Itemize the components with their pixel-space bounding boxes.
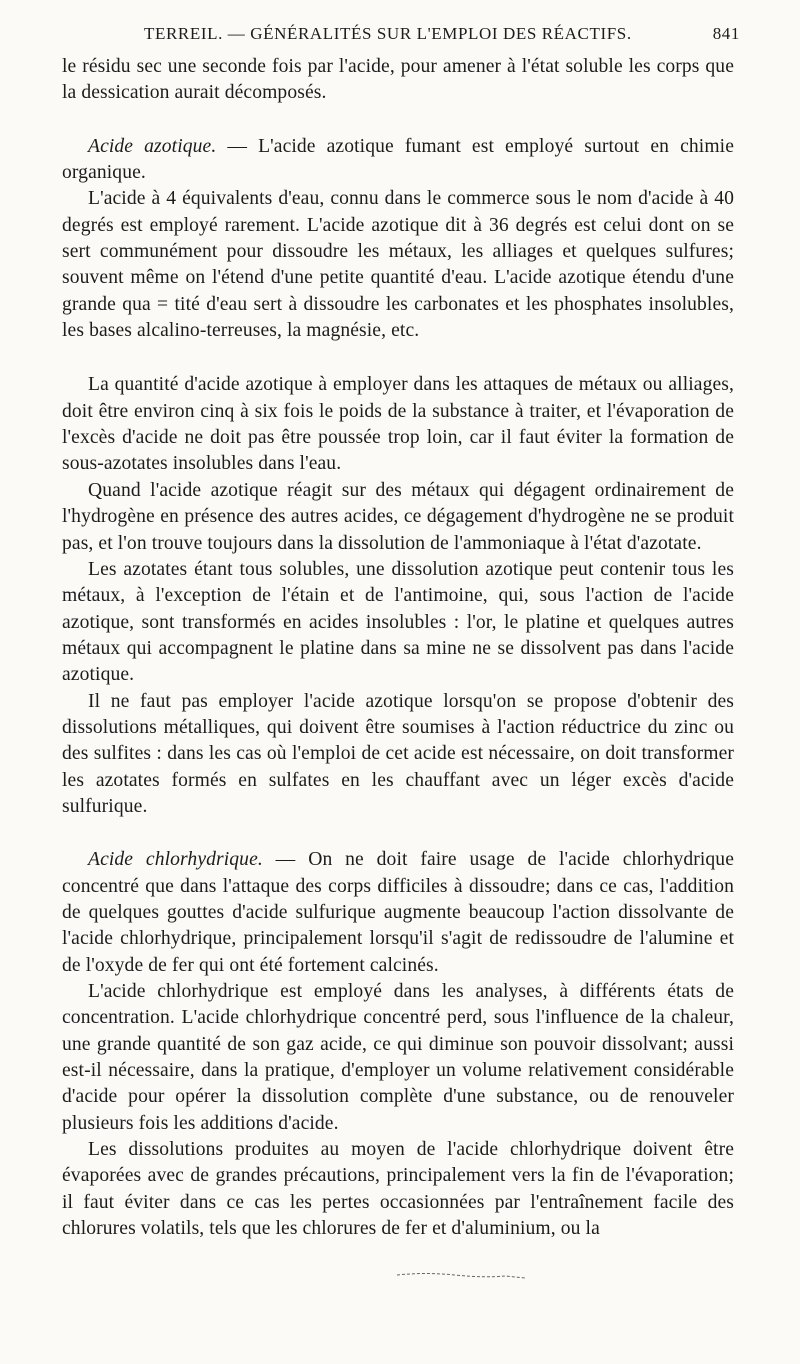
section-text-azotique: — L'acide azotique fumant est employé surtout en chimie organique.	[62, 135, 735, 184]
section-heading-chlorhydrique: Acide chlorhydrique.	[88, 849, 263, 871]
section-text-chlorhydrique: — On ne doit faire usage de l'acide chlorhydrique concentré que dans l'attaque des corps difficiles à dissoudre; dans ce cas, l'addition de quelques gouttes d'acide sulfurique augmente beaucoup l'action dissolvante de l'acide chlorhydrique, principalement lorsqu'il s'agit de redissoudre de l'alumine et de l'oxyde de fer qui ont été fortement calcinés.	[62, 849, 734, 976]
paragraph: Quand l'acide azotique réagit sur des métaux qui dégagent ordinairement de l'hydrogène en présence des autres acides, ce dégagement d'hydrogène ne se produit pas, et l'on trouve toujours dans la dissolution de l'ammoniaque à l'état d'azotate.	[62, 479, 734, 554]
paragraph-continuation: le résidu sec une seconde fois par l'acide, pour amener à l'état soluble les corps que la dessication aurait décomposés.	[62, 56, 734, 104]
print-mark-decoration	[395, 1270, 530, 1280]
paragraph: Il ne faut pas employer l'acide azotique lorsqu'on se propose d'obtenir des dissolutions métalliques, qui doivent être soumises à l'action réductrice du zinc ou des sulfites : dans les cas où l'emploi de cet acide est nécessaire, on doit transformer les azotates formés en sulfates en les chauffant avec un léger excès d'acide sulfurique.	[62, 690, 734, 817]
section-acide-azotique	[62, 134, 734, 187]
paragraph: L'acide chlorhydrique est employé dans les analyses, à différents états de concentration. L'acide chlorhydrique concentré perd, sous l'influence de la chaleur, une grande quantité de son gaz acide, ce qui diminue son pouvoir dissolvant; aussi est-il nécessaire, dans la pratique, d'employer un volume relativement considérable d'acide pour opérer la dissolution complète d'une substance, ou de renouveler plusieurs fois les additions d'acide.	[62, 981, 734, 1134]
section-acide-chlorhydrique	[62, 847, 734, 979]
running-header	[62, 24, 740, 54]
paragraph: L'acide à 4 équivalents d'eau, connu dans le commerce sous le nom d'acide à 40 degrés est employé rarement. L'acide azotique dit à 36 degrés est celui dont on se sert communément pour dissoudre les métaux, les alliages et quelques sulfures; souvent même on l'étend d'une petite quantité d'eau. L'acide azotique étendu d'une grande qua = tité d'eau sert à dissoudre les carbonates et les phosphates insolubles, les bases alcalino-terreuses, la magnésie, etc.	[62, 188, 734, 342]
paragraph: Les dissolutions produites au moyen de l'acide chlorhydrique doivent être évaporées avec de grandes précautions, principalement vers la fin de l'évaporation; il faut éviter dans ce cas les pertes occasionnées par l'entraînement facile des chlorures volatils, tels que les chlorures de fer et d'aluminium, ou la	[62, 1139, 734, 1240]
section-heading-azotique: Acide azotique.	[88, 135, 217, 157]
paragraph: Les azotates étant tous solubles, une dissolution azotique peut contenir tous les métaux, à l'exception de l'étain et de l'antimoine, qui, sous l'action de l'acide azotique, sont transformés en acides insolubles : l'or, le platine et quelques autres métaux qui accompagnent le platine dans sa mine ne se dissolvent pas dans l'acide azotique.	[62, 558, 734, 686]
body-text	[62, 54, 734, 1242]
page-number: 841	[712, 24, 740, 43]
running-title: TERREIL. — GÉNÉRALITÉS SUR L'EMPLOI DES RÉACTIFS.	[144, 24, 632, 43]
paragraph: La quantité d'acide azotique à employer dans les attaques de métaux ou alliages, doit être environ cinq à six fois le poids de la substance à traiter, et l'évaporation de l'excès d'acide ne doit pas être poussée trop loin, car il faut éviter la formation de sous-azotates insolubles dans l'eau.	[62, 374, 734, 475]
